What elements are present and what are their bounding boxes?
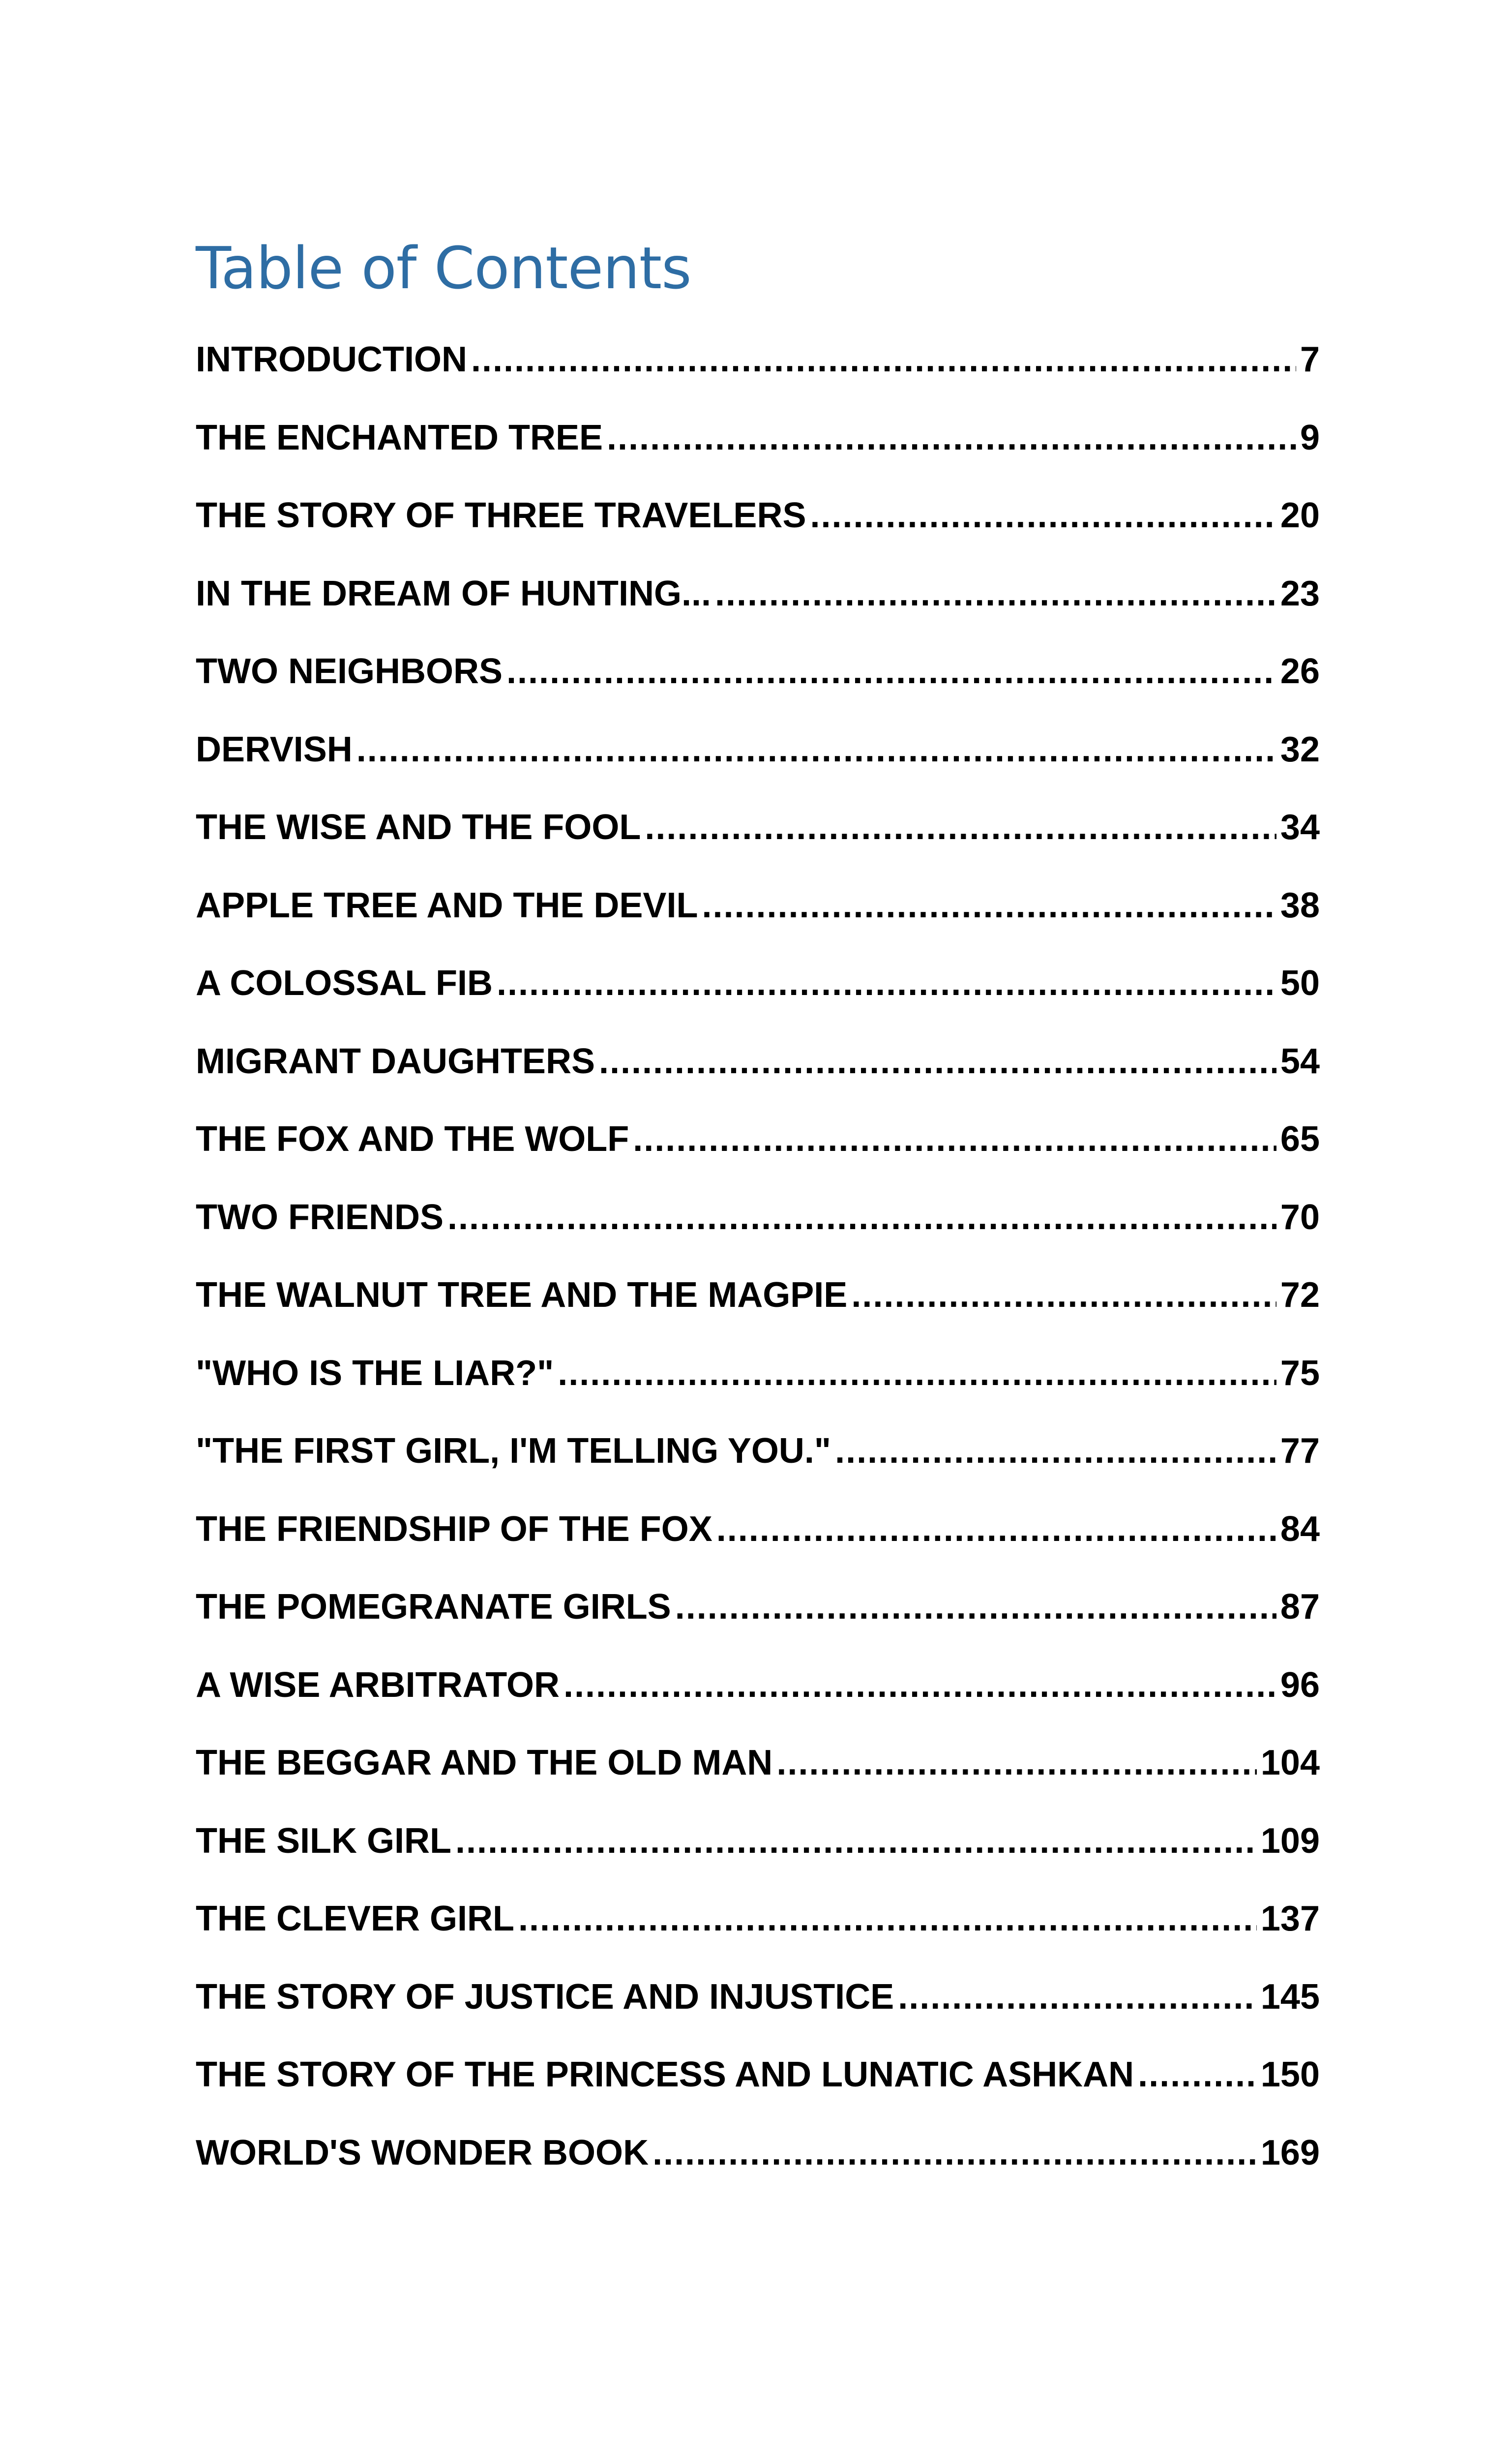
- toc-entry-title: WORLD'S WONDER BOOK: [196, 2133, 649, 2172]
- toc-dot-leader: [558, 1353, 1276, 1393]
- toc-entry-page: 72: [1280, 1275, 1320, 1315]
- toc-entry[interactable]: [196, 1197, 1320, 1275]
- toc-entry-title: THE CLEVER GIRL: [196, 1899, 515, 1938]
- toc-entry[interactable]: [196, 651, 1320, 729]
- toc-entry[interactable]: [196, 1743, 1320, 1821]
- toc-entry-title: THE STORY OF THREE TRAVELERS: [196, 496, 806, 535]
- toc-entry[interactable]: [196, 1821, 1320, 1899]
- toc-entry-title: THE FRIENDSHIP OF THE FOX: [196, 1509, 712, 1549]
- toc-dot-leader: [810, 495, 1276, 536]
- toc-entry-title: MIGRANT DAUGHTERS: [196, 1041, 595, 1081]
- toc-entry-page: 150: [1260, 2055, 1320, 2094]
- toc-dot-leader: [1138, 2054, 1257, 2095]
- toc-entry-title: INTRODUCTION: [196, 340, 467, 379]
- toc-entry-title: THE FOX AND THE WOLF: [196, 1119, 629, 1159]
- toc-entry[interactable]: [196, 729, 1320, 808]
- toc-entry[interactable]: [196, 1587, 1320, 1665]
- toc-entry-page: 137: [1260, 1899, 1320, 1938]
- toc-entry-page: 75: [1280, 1353, 1320, 1393]
- toc-entry[interactable]: [196, 2133, 1320, 2211]
- toc-entry-title: THE STORY OF THE PRINCESS AND LUNATIC ASHKAN: [196, 2055, 1134, 2094]
- toc-entry-page: 109: [1260, 1821, 1320, 1861]
- toc-entry[interactable]: [196, 1119, 1320, 1197]
- toc-entry-page: 54: [1280, 1041, 1320, 1081]
- toc-dot-leader: [675, 1587, 1276, 1627]
- toc-entry[interactable]: [196, 495, 1320, 573]
- toc-entry[interactable]: [196, 339, 1320, 418]
- document-page: [196, 0, 1320, 2443]
- toc-dot-leader: [455, 1821, 1257, 1861]
- toc-entry[interactable]: [196, 1275, 1320, 1353]
- toc-entry-page: 65: [1280, 1119, 1320, 1159]
- toc-dot-leader: [645, 807, 1276, 847]
- toc-entry[interactable]: [196, 1041, 1320, 1119]
- toc-dot-leader: [835, 1431, 1276, 1471]
- toc-dot-leader: [599, 1041, 1276, 1082]
- toc-entry-page: 32: [1280, 729, 1320, 769]
- toc-dot-leader: [702, 885, 1276, 926]
- toc-entry-page: 70: [1280, 1197, 1320, 1237]
- toc-entry-title: DERVISH: [196, 729, 353, 769]
- toc-entry-title: APPLE TREE AND THE DEVIL: [196, 885, 698, 925]
- toc-entry-page: 34: [1280, 808, 1320, 847]
- toc-entry[interactable]: [196, 885, 1320, 964]
- toc-entry[interactable]: [196, 573, 1320, 652]
- toc-entry-page: 96: [1280, 1665, 1320, 1705]
- toc-entry-title: A WISE ARBITRATOR: [196, 1665, 560, 1705]
- toc-dot-leader: [776, 1743, 1257, 1783]
- toc-entry-page: 26: [1280, 652, 1320, 691]
- toc-list: [196, 339, 1320, 2210]
- toc-dot-leader: [633, 1119, 1276, 1159]
- toc-dot-leader: [898, 1977, 1257, 2017]
- toc-entry-title: THE STORY OF JUSTICE AND INJUSTICE: [196, 1977, 894, 2017]
- toc-dot-leader: [518, 1899, 1257, 1939]
- toc-dot-leader: [447, 1197, 1276, 1237]
- toc-entry-page: 145: [1260, 1977, 1320, 2017]
- toc-dot-leader: [652, 2133, 1257, 2173]
- toc-entry-page: 104: [1260, 1743, 1320, 1782]
- toc-entry-page: 77: [1280, 1431, 1320, 1471]
- toc-entry-title: A COLOSSAL FIB: [196, 964, 493, 1003]
- toc-entry-title: THE POMEGRANATE GIRLS: [196, 1587, 671, 1627]
- toc-dot-leader: [715, 573, 1276, 614]
- toc-entry[interactable]: [196, 1431, 1320, 1509]
- toc-entry-title: THE ENCHANTED TREE: [196, 418, 603, 457]
- toc-entry[interactable]: [196, 963, 1320, 1041]
- toc-entry[interactable]: [196, 1353, 1320, 1431]
- toc-entry-title: THE WISE AND THE FOOL: [196, 808, 641, 847]
- toc-entry[interactable]: [196, 1899, 1320, 1977]
- toc-entry-page: 7: [1300, 340, 1320, 379]
- toc-entry-title: IN THE DREAM OF HUNTING...: [196, 573, 711, 613]
- toc-entry[interactable]: [196, 2054, 1320, 2133]
- toc-dot-leader: [716, 1509, 1276, 1549]
- toc-dot-leader: [497, 963, 1276, 1003]
- toc-entry-title: THE WALNUT TREE AND THE MAGPIE: [196, 1275, 848, 1315]
- toc-dot-leader: [563, 1665, 1276, 1705]
- toc-entry-title: "WHO IS THE LIAR?": [196, 1353, 554, 1393]
- toc-entry[interactable]: [196, 1665, 1320, 1743]
- toc-dot-leader: [506, 651, 1276, 692]
- toc-entry-page: 38: [1280, 885, 1320, 925]
- toc-entry-title: TWO FRIENDS: [196, 1197, 444, 1237]
- toc-entry-page: 50: [1280, 964, 1320, 1003]
- toc-entry[interactable]: [196, 1977, 1320, 2055]
- toc-dot-leader: [471, 339, 1296, 380]
- toc-entry-title: TWO NEIGHBORS: [196, 652, 503, 691]
- toc-entry-page: 20: [1280, 496, 1320, 535]
- toc-dot-leader: [607, 418, 1296, 458]
- toc-entry[interactable]: [196, 418, 1320, 496]
- toc-heading: Table of Contents: [196, 234, 691, 302]
- toc-dot-leader: [851, 1275, 1276, 1315]
- toc-entry-title: THE BEGGAR AND THE OLD MAN: [196, 1743, 773, 1782]
- toc-entry[interactable]: [196, 807, 1320, 885]
- toc-dot-leader: [356, 729, 1276, 770]
- toc-entry-title: "THE FIRST GIRL, I'M TELLING YOU.": [196, 1431, 831, 1471]
- toc-entry-title: THE SILK GIRL: [196, 1821, 451, 1861]
- toc-entry-page: 9: [1300, 418, 1320, 457]
- toc-entry[interactable]: [196, 1509, 1320, 1587]
- toc-entry-page: 84: [1280, 1509, 1320, 1549]
- toc-entry-page: 23: [1280, 573, 1320, 613]
- toc-entry-page: 87: [1280, 1587, 1320, 1627]
- toc-entry-page: 169: [1260, 2133, 1320, 2172]
